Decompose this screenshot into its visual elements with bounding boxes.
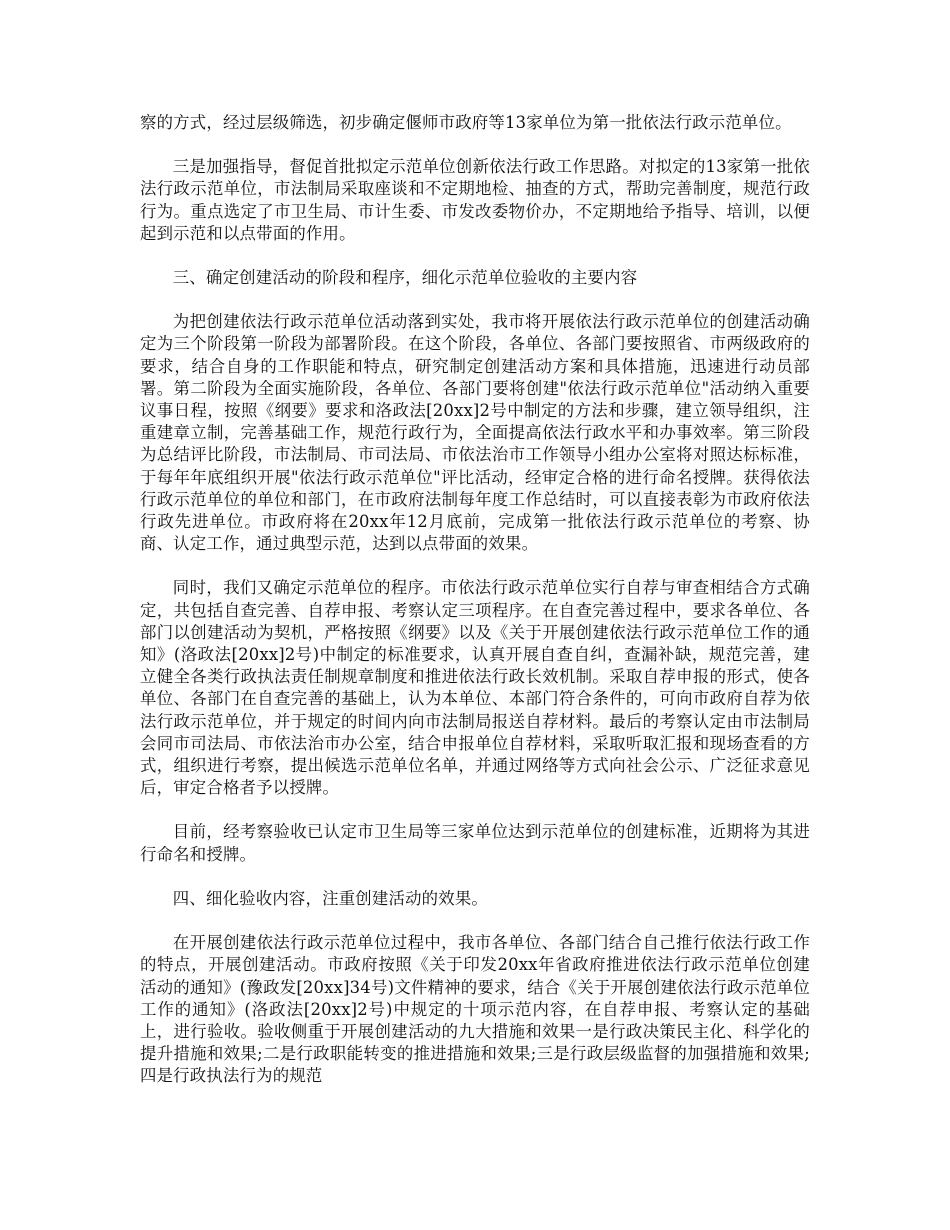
- paragraph: 在开展创建依法行政示范单位过程中，我市各单位、各部门结合自己推行依法行政工作的特点，开展创建活动。市政府按照《关于印发20xx年省政府推进依法行政示范单位创建活动的通知》(豫政发[20xx]34号)文件精神的要求，结合《关于开展创建依法行政示范单位工作的通知》(洛政法[20xx]2号)中规定的十项示范内容，在自荐申报、考察认定的基础上，进行验收。验收侧重于开展创建活动的九大措施和效果一是行政决策民主化、科学化的提升措施和效果;二是行政职能转变的推进措施和效果;三是行政层级监督的加强措施和效果;四是行政执法行为的规范: [140, 933, 810, 1086]
- document-body: [140, 112, 810, 1110]
- paragraph: 目前，经考察验收已认定市卫生局等三家单位达到示范单位的创建标准，近期将为其进行命名和授牌。: [140, 822, 810, 864]
- paragraph: 为把创建依法行政示范单位活动落到实处，我市将开展依法行政示范单位的创建活动确定为三个阶段第一阶段为部署阶段。在这个阶段，各单位、各部门要按照省、市两级政府的要求，结合自身的工作职能和特点，研究制定创建活动方案和具体措施，迅速进行动员部署。第二阶段为全面实施阶段，各单位、各部门要将创建"依法行政示范单位"活动纳入重要议事日程，按照《纲要》要求和洛政法[20xx]2号中制定的方法和步骤，建立领导组织，注重建章立制，完善基础工作，规范行政行为，全面提高依法行政水平和办事效率。第三阶段为总结评比阶段，市法制局、市司法局、市依法治市工作领导小组办公室将对照达标标准，于每年年底组织开展"依法行政示范单位"评比活动，经审定合格的进行命名授牌。获得依法行政示范单位的单位和部门，在市政府法制每年度工作总结时，可以直接表彰为市政府依法行政先进单位。市政府将在20xx年12月底前，完成第一批依法行政示范单位的考察、协商、认定工作，通过典型示范，达到以点带面的效果。: [140, 312, 810, 554]
- paragraph: 同时，我们又确定示范单位的程序。市依法行政示范单位实行自荐与审查相结合方式确定，共包括自查完善、自荐申报、考察认定三项程序。在自查完善过程中，要求各单位、各部门以创建活动为契机，严格按照《纲要》以及《关于开展创建依法行政示范单位工作的通知》(洛政法[20xx]2号)中制定的标准要求，认真开展自查自纠，查漏补缺，规范完善，建立健全各类行政执法责任制规章制度和推进依法行政长效机制。采取自荐申报的形式，使各单位、各部门在自查完善的基础上，认为本单位、本部门符合条件的，可向市政府自荐为依法行政示范单位，并于规定的时间内向市法制局报送自荐材料。最后的考察认定由市法制局会同市司法局、市依法治市办公室，结合申报单位自荐材料，采取听取汇报和现场查看的方式，组织进行考察，提出候选示范单位名单，并通过网络等方式向社会公示、广泛征求意见后，审定合格者予以授牌。: [140, 578, 810, 798]
- section-heading: 三、确定创建活动的阶段和程序，细化示范单位验收的主要内容: [172, 268, 638, 288]
- paragraph: 察的方式，经过层级筛选，初步确定偃师市政府等13家单位为第一批依法行政示范单位。: [140, 113, 792, 132]
- section-heading: 四、细化验收内容，注重创建活动的效果。: [172, 888, 489, 908]
- paragraph: 三是加强指导，督促首批拟定示范单位创新依法行政工作思路。对拟定的13家第一批依法行政示范单位，市法制局采取座谈和不定期地检、抽查的方式，帮助完善制度，规范行政行为。重点选定了市卫生局、市计生委、市发改委物价办，不定期地给予指导、培训，以便起到示范和以点带面的作用。: [140, 157, 810, 243]
